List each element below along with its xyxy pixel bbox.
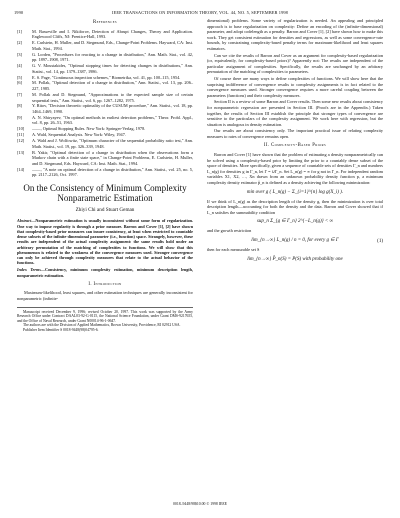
reference-item [17,92,193,103]
reference-number: [7] [17,91,23,97]
reference-item [17,52,193,63]
section-2-paragraph-4: then for each measurable set S [207,247,260,252]
reference-number: [6] [17,80,23,86]
reference-item [17,103,193,114]
right-column [207,18,383,266]
reference-number: [8] [17,103,23,109]
reference-number: [4] [17,63,23,69]
reference-number: [2] [17,40,23,46]
references-heading: References [92,20,118,25]
article-authors: Zhiyi Chi and Stuart Geman [75,206,135,213]
equation-growth [207,237,383,244]
index-terms-lead: Index Terms— [17,267,45,273]
reference-text: G. V. Moustakides, "Optimal stopping times for detecting changes in distributions," Ann. Statist., vol. 14, pp. 1379–1387, 1986. [32,63,193,74]
reference-number: [13] [17,149,25,155]
reference-text: E. Carlstein, H. Muller, and D. Siegmund, Eds., Change-Point Problems. Hayward, CA: Inst. Math. Stat., 1994. [32,40,193,51]
reference-number: [1] [17,28,23,34]
section-2-paragraph-2: If we think of L_n(g) as the description length of the density g, then the minimization is over total description length—accounting for both the density and the data. Barron and Cover showed that if L_n satisfies the summability condition [207,198,383,215]
abstract-lead: Abstract— [17,218,36,224]
reference-text: M. Pollak, "Optimal detection of a change in distribution," Ann. Statist., vol. 13, pp. 206–227, 1985. [32,80,193,92]
abstract-text: Nonparametric estimation is usually inconsistent without some form of regularization. One way to impose regularity is through a prior measure. Barron and Cover [1], [2] have shown that complexity-based prior measures can insure consistency, at least when restricted to countable dense subsets of the infinite-dimensional parameter (i.e., function) space. Strangely, however, these results are independent of the actual complexity assignment: the same results hold under an arbitrary permutation of the matching of complexities to functions. We will show that this phenomenon is related to the weakness of the convergence measures used. Stronger convergence can only be achieved through complexity measures that relate to the actual behavior of the functions. [17,218,193,266]
body-paragraph-3: Of course there are many ways to define complexities of functions. We will show here that the surprising indifference of convergence results to complexity assignments is in fact related to the convergence measures used. Stronger convergence requires a more careful coupling between the parameters (functions) and their complexity measures. [207,75,383,98]
reference-text: A. Wald and J. Wolfowitz, "Optimum character of the sequential probability ratio test," Ann. Math. Statist., vol. 19, pp. 326–339, 1948. [32,138,193,149]
reference-text: ——, Optimal Stopping Rules. New York: Springer-Verlag, 1978. [32,126,146,132]
reference-text: B. Yakir, "Optimal detection of a change in distribution when the observations form a Markov chain with a finite state space," in Change-Point Problems, E. Carlstein, H. Muller, and D. Siegmund, Eds. Hayward, CA: Inst. Math. Stat., 1994. [32,149,193,166]
abstract [17,218,193,265]
reference-number: [11] [17,132,24,138]
section-2-paragraph-3: and the growth restriction [207,228,252,234]
index-terms-text: Consistency, minimum complexity estimation, minimum description length, nonparametric estimation. [17,267,194,278]
footnote-publisher-id: Publisher Item Identifier S 0018-9448(98)04795-6. [23,327,99,332]
reference-item [17,126,193,132]
equation-consistency: lim_{n→∞} P̂_n(S) = P(S) with probability one [247,256,343,262]
footnote [17,307,193,333]
reference-item [17,132,193,138]
reference-item [17,167,193,178]
copyright-line: 0018–9448/98$10.00 © 1998 IEEE [173,502,227,506]
equation-growth-text: lim_{n→∞} L_n(g) / n = 0, for every g ∈ Γ [251,238,339,243]
body-paragraph-5: Our results are about consistency only. The important practical issue of relating complexity measures to rates of convergence remains open. [207,128,383,139]
reference-number: [14] [17,166,25,172]
reference-item [17,29,193,40]
body-paragraph-2: Can we cite the results of Barron and Cover as an argument for complexity-based regularization (or, equivalently, for complexity-based priors)? Apparently not: The results are independent of the particular assignment of complexities. Specifically, the results are unchanged by an arbitrary permutation of the matching of complexities to parameters. [207,52,383,75]
reference-item [17,115,193,126]
reference-item [17,150,193,167]
body-paragraph-4: Section II is a review of some Barron and Cover results. Then some new results about consistency for nonparametric regression are presented in Section III. (Proofs are in the Appendix.) Taken together, the results of Section III establish the principle that stronger types of convergence are sensitive to the particulars of the complexity assignment. We work here with regression, but the situation is analogous in density estimation. [207,99,383,127]
reference-list [17,29,193,178]
reference-text: G. Lorden, "Procedures for reacting to a change in distribution," Ann. Math. Stat., vol. 42, pp. 1897–1908, 1971. [32,51,193,63]
index-terms [17,267,193,277]
reference-text: M. Pollak and D. Siegmund, "Approximations to the expected sample size of certain sequential tests," Ann. Statist., vol. 6, pp. 1267–1282, 1975. [32,91,193,103]
reference-number: [10] [17,126,25,132]
left-column [17,18,193,332]
page-number: 1990 [14,10,24,15]
section-2-heading: II. Complexity-Based Priors [263,143,327,149]
equation-summability: sup_n Σ_{g ∈ Γ_n} 2^{−L_n(g)} < ∞ [256,219,334,225]
reference-text: E. S. Page, "Continuous inspection schemes," Biometrika, vol. 41, pp. 100–115, 1954. [32,74,181,80]
article-title: On the Consistency of Minimum Complexity Nonparametric Estimation [23,182,187,204]
equation-minimization: min over g ( L_n(g) − Σ_{i=1}^{n} log g(X_i) ). [246,189,344,195]
reference-text: A. Wald, Sequential Analysis. New York: Wiley, 1947. [32,132,126,138]
intro-heading: I. Introduction [88,281,122,287]
reference-text: M. Basseville and I. Nikiforov, Detection of Abrupt Changes, Theory and Application. Englewood Cliffs, NJ: Prentice-Hall, 1993. [32,28,193,40]
reference-item [17,138,193,149]
intro-paragraph: Maximum-likelihood, least squares, and other estimation techniques are generally inconsistent for nonparametric (infinite- [17,290,193,301]
equation-number: (1) [377,239,383,244]
footnote-manuscript: Manuscript received December 9, 1996; revised October 20, 1997. This work was supported by the Army Research Office under Contract DAAL03-92-G-0115, the National Science Foundation, under Grant DMS-9217655, and the Office of Naval Research, under Grant N00014-96-1-0647. [17,309,193,323]
footnote-authors: The authors are with the Division of Applied Mathematics, Brown University, Providence, RI 02912 USA. [23,323,181,328]
reference-number: [9] [17,114,23,120]
section-2-paragraph-1: Barron and Cover [1] have shown that the problem of estimating a density nonparametrically can be solved using a complexity-based prior by limiting the prior to a countably dense subset of the space of densities. More specifically, given a sequence of countable sets of densities Γ_n and numbers L_n(g) for densities g in Γ_n, let Γ = ∪Γ_n. Set L_n(g) = ∞ for g not in Γ_n. For independent random variables X1, X2, …, Xn drawn from an unknown probability density function p, a minimum complexity density estimator p̂_n is defined as a density achieving the following minimization: [207,152,383,186]
reference-number: [5] [17,74,23,80]
journal-title: IEEE TRANSACTIONS ON INFORMATION THEORY, VOL. 44, NO. 5, SEPTEMBER 1998 [112,10,288,15]
reference-number: [12] [17,138,25,144]
reference-item [17,63,193,74]
reference-item [17,75,193,81]
reference-item [17,40,193,51]
reference-text: ——, "A note on optimal detection of a change in distribution," Ann. Statist., vol. 25, no. 5, pp. 2117–2126, Oct. 1997. [32,166,193,178]
reference-item [17,80,193,91]
reference-number: [3] [17,51,23,57]
reference-text: Y. Ritov, "Decision theoretic optimality of the CUSUM procedure," Ann. Statist., vol. 18, pp. 1464–1469, 1990. [32,103,193,114]
body-paragraph-1: dimensional) problems. Some variety of regularization is needed. An appealing and principled approach is to base regularization on complexity: Define an encoding of the (infinite-dimensional) parameter, and adopt codelength as a penalty. Barron and Cover [1], [2] have shown how to make this work. They get consistent estimation for densities and regressions, as well as some convergence-rate bounds, by constraining complexity-based penalty terms for maximum-likelihood and least squares estimators. [207,18,383,51]
reference-text: A. N. Shiryayev, "On optimal methods in earliest detection problems," Theor. Probl. Appl., vol. 8, pp. 26–51, 1963. [32,114,193,126]
